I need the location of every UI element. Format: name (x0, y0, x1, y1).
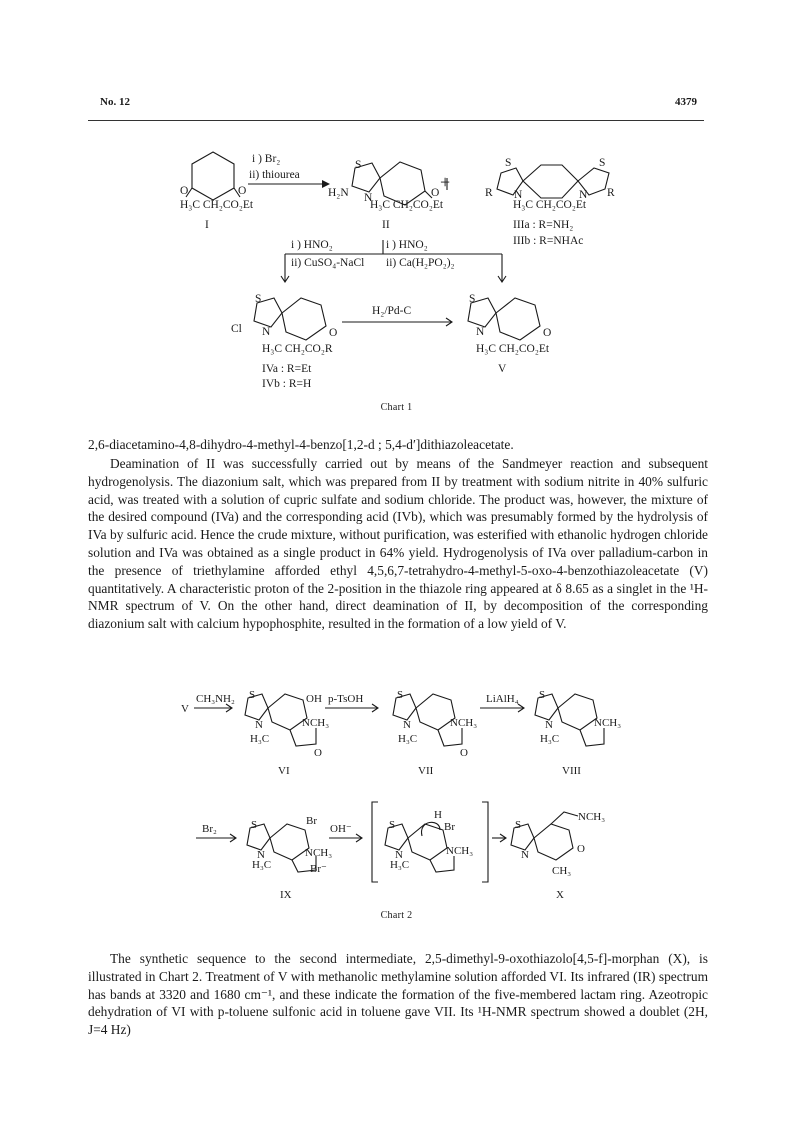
paragraph-deamination: Deamination of II was successfully carried out by means of the Sandmeyer reaction and subsequent hydrogenolysis. The diazonium salt, which was prepared from II by treatment with sodium nitrite in 40% sulfuric acid, was treated with a solution of cupric sulfate and sodium chloride. The product was, however, the mixture of the desired compound (IVa) and the corresponding acid (IVb), which was presumably formed by the hydrolysis of IVa by sulfuric acid. Hence the crude mixture, without purification, was esterified with ethanolic hydrogen chloride solution and IVa was obtained as a single product in 64% yield. Hydrogenolysis of IVa over palladium-carbon in the presence of triethylamine afforded ethyl 4,5,6,7-tetrahydro-4-methyl-5-oxo-4-benzothiazoleacetate (V) quantitatively. A characteristic proton of the 2-position in the thiazole ring appeared at δ 8.65 as a singlet in the ¹H-NMR spectrum of V. On the other hand, direct deamination of II, by decomposition of the corresponding diazonium salt with calcium hypophosphite, resulted in the formation of a low yield of V. (88, 456, 708, 632)
step-bromination: i ) Br₂ (252, 153, 281, 165)
compound-VI-O: O (314, 747, 322, 759)
compound-IV-N: N (262, 326, 271, 338)
compound-III-N-left: N (514, 189, 523, 201)
compound-II-label: II (382, 219, 390, 231)
paragraph-synthetic-sequence: The synthetic sequence to the second intermediate, 2,5-dimethyl-9-oxothiazolo[4,5-f]-morphan (X), is illustrated in Chart 2. Treatment of V with methanolic methylamine solution afforded VI. Its infrared (IR) spectrum has bands at 3320 and 1680 cm⁻¹, and these indicate the formation of the five-membered lactam ring. Azeotropic dehydration of VI with p-toluene sulfonic acid in toluene gave VII. Its ¹H-NMR spectrum showed a doublet (2H, J=4 Hz) (88, 951, 708, 1038)
paragraph-fragment: 2,6-diacetamino-4,8-dihydro-4-methyl-4-benzo[1,2-d ; 5,4-d′]dithiazoleacetate. (88, 437, 514, 452)
compound-IVb-label: IVb : R=H (262, 378, 312, 390)
compound-V-N: N (476, 326, 485, 338)
compound-IV-Cl: Cl (231, 323, 242, 335)
compound-IX-ring (270, 824, 309, 860)
intermediate-ring (408, 824, 447, 860)
intermediate-NCH3: NCH₃ (446, 845, 474, 857)
compound-I-label: I (205, 219, 209, 231)
compound-I-ring (192, 152, 234, 200)
chart-2-scheme (0, 660, 793, 920)
compound-III-S-left: S (505, 157, 512, 169)
compound-VI-OH: OH (306, 693, 322, 705)
compound-VII-NCH3: NCH₃ (450, 717, 478, 729)
reagent-methylamine: CH₃NH₂ (196, 693, 235, 705)
plus-sign: + (440, 172, 451, 192)
compound-I-O-right: O (238, 185, 247, 197)
compound-I-subst: H₃C CH₂CO₂Et (180, 199, 254, 211)
compound-X-NCH3: NCH₃ (578, 811, 606, 823)
compound-VII-O: O (460, 747, 468, 759)
reagent-hydroxide: OH⁻ (330, 823, 352, 835)
compound-VII-H3C: H₃C (398, 733, 418, 745)
compound-VI-NCH3: NCH₃ (302, 717, 330, 729)
compound-VII-S: S (397, 689, 404, 701)
page-journal-number: No. 12 (100, 96, 130, 108)
compound-IV-subst: H₃C CH₂CO₂R (262, 343, 333, 355)
compound-VIII-N: N (545, 719, 553, 731)
compound-II-subst: H₃C CH₂CO₂Et (370, 199, 444, 211)
compound-VI-N: N (255, 719, 263, 731)
hydrogenation-reagent: H₂/Pd-C (372, 305, 412, 317)
compound-II-O: O (431, 187, 440, 199)
compound-IX-Brminus: Br⁻ (310, 863, 327, 875)
compound-III-R-right: R (607, 187, 615, 199)
reagent-tsoh: p-TsOH (328, 693, 364, 705)
page-number: 4379 (675, 96, 697, 108)
compound-IX-S: S (251, 819, 258, 831)
compound-III-S-right: S (599, 157, 606, 169)
compound-IV-ring (282, 298, 326, 340)
compound-IV-O: O (329, 327, 338, 339)
compound-X-S: S (515, 819, 522, 831)
left-condition-2: ii) CuSO₄-NaCl (291, 257, 365, 269)
compound-VII-N: N (403, 719, 411, 731)
intermediate-H: H (434, 809, 442, 821)
left-condition-1: i ) HNO₂ (291, 239, 333, 251)
intermediate-N: N (395, 849, 403, 861)
compound-V-subst: H₃C CH₂CO₂Et (476, 343, 550, 355)
compound-VI-H3C: H₃C (250, 733, 270, 745)
compound-VI-S: S (249, 689, 256, 701)
right-condition-2: ii) Ca(H₂PO₂)₂ (386, 257, 455, 269)
compound-IX-label: IX (280, 889, 292, 901)
compound-VI-label: VI (278, 765, 290, 777)
reagent-lialh4: LiAlH₄ (486, 693, 519, 705)
intermediate-S: S (389, 819, 396, 831)
chart-1-caption: Chart 1 (380, 402, 413, 413)
compound-I-O-left: O (180, 185, 189, 197)
compound-X-ring (534, 824, 573, 860)
compound-IV-S: S (255, 293, 262, 305)
compound-IX-Br: Br (306, 815, 317, 827)
compound-III-N-right: N (579, 189, 588, 201)
compound-IIIa-label: IIIa : R=NH₂ (513, 219, 574, 231)
compound-VII-label: VII (418, 765, 434, 777)
compound-IX-N: N (257, 849, 265, 861)
compound-IIIb-label: IIIb : R=NHAc (513, 235, 584, 247)
compound-V-O: O (543, 327, 552, 339)
chart-2-start-V: V (181, 703, 189, 715)
intermediate-Br: Br (444, 821, 455, 833)
compound-X-N: N (521, 849, 529, 861)
compound-IX-H3C: H₃C (252, 859, 272, 871)
compound-IX-NCH3: NCH₃ (305, 847, 333, 859)
compound-X-O: O (577, 843, 585, 855)
compound-III-ring (523, 165, 578, 198)
chart-1-scheme (0, 0, 793, 400)
compound-X-label: X (556, 889, 564, 901)
compound-VIII-H3C: H₃C (540, 733, 560, 745)
compound-II-N: N (364, 192, 373, 204)
reagent-bromine: Br₂ (202, 823, 217, 835)
intermediate-H3C: H₃C (390, 859, 410, 871)
compound-VIII-S: S (539, 689, 546, 701)
chart-2-caption: Chart 2 (380, 910, 413, 921)
compound-III-subst: H₃C CH₂CO₂Et (513, 199, 587, 211)
compound-V-S: S (469, 293, 476, 305)
compound-V-label: V (498, 363, 507, 375)
compound-V-ring (496, 298, 540, 340)
compound-II-S: S (355, 159, 362, 171)
step-thiourea: ii) thiourea (249, 169, 300, 181)
compound-III-R-left: R (485, 187, 493, 199)
compound-X-CH3: CH₃ (552, 865, 572, 877)
compound-VIII-label: VIII (562, 765, 581, 777)
compound-II-amine: H₂N (328, 187, 349, 199)
compound-VIII-ring (558, 694, 597, 730)
right-condition-1: i ) HNO₂ (386, 239, 428, 251)
compound-VIII-NCH3: NCH₃ (594, 717, 622, 729)
compound-IVa-label: IVa : R=Et (262, 363, 312, 375)
